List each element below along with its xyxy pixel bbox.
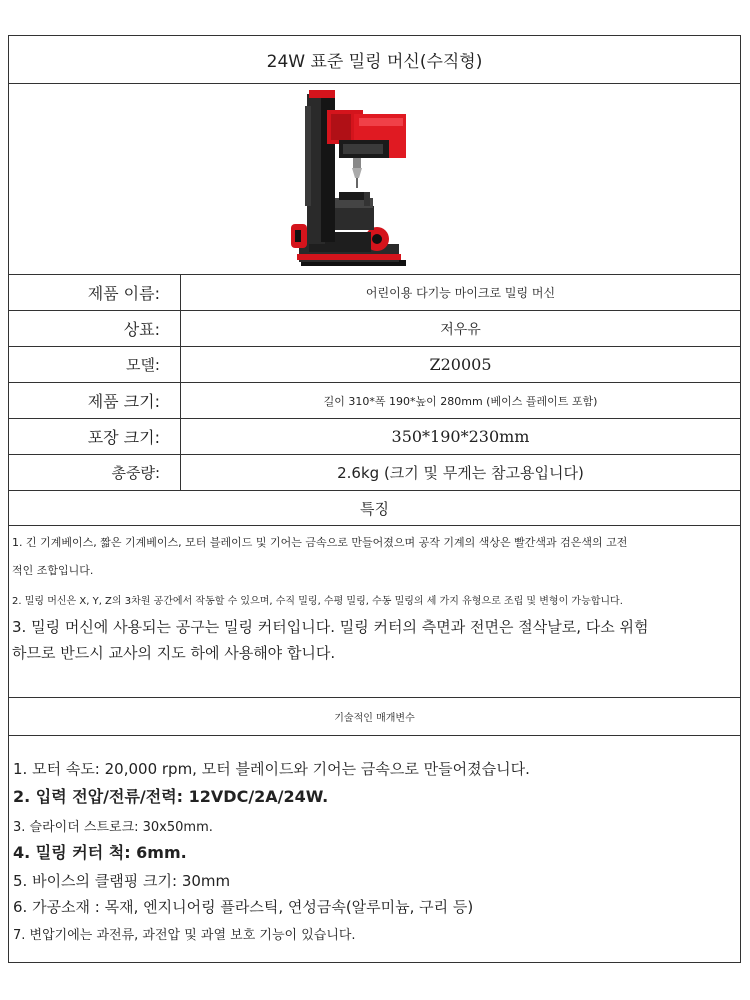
spec-value: 길이 310*폭 190*높이 280mm (베이스 플레이트 포함) <box>323 394 598 408</box>
spec-value: Z20005 <box>429 355 492 374</box>
param-line: 7. 변압기에는 과전류, 과전압 및 과열 보호 기능이 있습니다. <box>13 928 356 943</box>
param-line: 6. 가공소재 : 목재, 엔지니어링 플라스틱, 연성금속(알루미늄, 구리 등) <box>13 898 474 916</box>
params-section <box>9 736 740 962</box>
features-heading: 특징 <box>9 491 740 526</box>
spec-row-product-name <box>9 275 740 311</box>
param-line: 4. 밀링 커터 척: 6mm. <box>13 843 187 862</box>
spec-value: 350*190*230mm <box>391 427 530 446</box>
spec-label: 상표: <box>9 311 181 346</box>
feature-line: 2. 밀링 머신은 X, Y, Z의 3차원 공간에서 작동할 수 있으며, 수직 밀링, 수평 밀링, 수동 밀링의 세 가지 유형으로 조립 및 변형이 가능합니다. <box>12 596 623 607</box>
param-line: 2. 입력 전압/전류/전력: 12VDC/2A/24W. <box>13 787 329 806</box>
spec-label: 제품 크기: <box>9 383 181 418</box>
features-section <box>9 526 740 698</box>
spec-value: 어린이용 다기능 마이크로 밀링 머신 <box>365 286 556 300</box>
spec-row-package-size <box>9 419 740 455</box>
spec-row-model <box>9 347 740 383</box>
spec-label: 제품 이름: <box>9 275 181 310</box>
product-spec-sheet <box>8 35 741 963</box>
spec-value: 저우유 <box>440 321 481 338</box>
spec-label: 포장 크기: <box>9 419 181 454</box>
param-line: 3. 슬라이더 스트로크: 30x50mm. <box>13 820 213 835</box>
feature-line: 적인 조합입니다. <box>12 564 94 577</box>
spec-value: 2.6kg (크기 및 무게는 참고용입니다) <box>337 464 584 482</box>
spec-row-product-size <box>9 383 740 419</box>
spec-label: 총중량: <box>9 455 181 490</box>
params-heading: 기술적인 매개변수 <box>9 698 740 736</box>
feature-line: 하므로 반드시 교사의 지도 하에 사용해야 합니다. <box>12 644 336 662</box>
param-line: 5. 바이스의 클램핑 크기: 30mm <box>13 872 231 890</box>
product-photo-row <box>9 84 740 275</box>
param-line: 1. 모터 속도: 20,000 rpm, 모터 블레이드와 기어는 금속으로 만들어졌습니다. <box>13 760 530 778</box>
spec-row-gross-weight <box>9 455 740 491</box>
feature-line: 1. 긴 기계베이스, 짧은 기계베이스, 모터 블레이드 및 기어는 금속으로 만들어졌으며 공작 기계의 색상은 빨간색과 검은색의 고전 <box>12 536 628 549</box>
page-title: 24W 표준 밀링 머신(수직형) <box>9 36 740 84</box>
spec-label: 모델: <box>9 347 181 382</box>
feature-line: 3. 밀링 머신에 사용되는 공구는 밀링 커터입니다. 밀링 커터의 측면과 전면은 절삭날로, 다소 위험 <box>12 618 649 636</box>
milling-machine-image <box>9 84 742 274</box>
spec-row-brand <box>9 311 740 347</box>
